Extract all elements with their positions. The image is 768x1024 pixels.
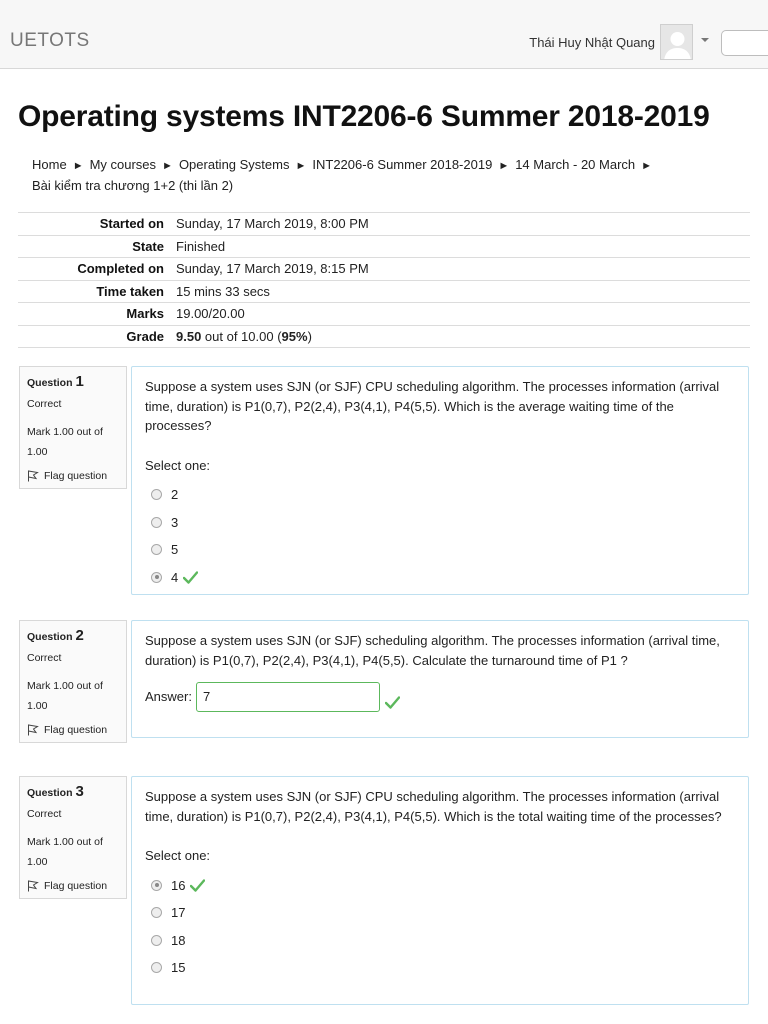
- summary-row-completed: [18, 258, 750, 281]
- radio-button[interactable]: [151, 544, 162, 555]
- breadcrumb-week[interactable]: 14 March - 20 March: [515, 157, 636, 172]
- option-label: 3: [171, 514, 179, 530]
- top-navbar: [0, 0, 768, 69]
- radio-button[interactable]: [151, 489, 162, 500]
- correct-check-icon: [385, 696, 400, 709]
- summary-label: Grade: [18, 325, 170, 348]
- option-label: 15: [171, 960, 186, 975]
- question-info-3: [19, 776, 127, 899]
- summary-value: Sunday, 17 March 2019, 8:15 PM: [170, 258, 750, 281]
- summary-value: 15 mins 33 secs: [170, 280, 750, 303]
- question-text: Suppose a system uses SJN (or SJF) scheduling algorithm. The processes information (arrival time, duration) is P1(0,7), P2(2,4), P3(4,1), P4(5,5). Calculate the turnaround time of P1 ?: [145, 633, 720, 668]
- question-text: Suppose a system uses SJN (or SJF) CPU scheduling algorithm. The processes information (arrival time, duration) is P1(0,7), P2(2,4), P3(4,1), P4(5,5). Which is the average waiting time of the processes?: [145, 379, 720, 433]
- question-content-3: [131, 776, 749, 1005]
- question-label: Question: [27, 787, 73, 799]
- summary-row-state: [18, 235, 750, 258]
- radio-button[interactable]: [151, 935, 162, 946]
- question-number: [27, 627, 119, 644]
- question-num: 2: [75, 627, 84, 644]
- question-info-1: [19, 366, 127, 489]
- flag-label: Flag question: [44, 724, 108, 736]
- site-brand[interactable]: UETOTS: [10, 30, 90, 51]
- question-state: Correct: [27, 398, 62, 410]
- question-info-2: [19, 620, 127, 743]
- answer-option-selected[interactable]: [145, 872, 735, 900]
- question-number: [27, 783, 119, 800]
- page-title: Operating systems INT2206-6 Summer 2018-2019: [18, 100, 710, 133]
- breadcrumb-separator: ►: [72, 160, 84, 172]
- answer-label: Answer:: [145, 689, 192, 705]
- answer-option[interactable]: [145, 927, 735, 955]
- breadcrumb-separator: ►: [641, 160, 653, 172]
- question-content-2: [131, 620, 749, 738]
- flag-icon: [27, 724, 39, 736]
- question-number: [27, 373, 119, 390]
- question-mark: Mark 1.00 out of 1.00: [27, 426, 103, 458]
- option-label: 5: [171, 542, 179, 557]
- radio-button[interactable]: [151, 907, 162, 918]
- grade-score: 9.50: [176, 328, 202, 344]
- question-state: Correct: [27, 808, 62, 820]
- flag-label: Flag question: [44, 880, 108, 892]
- summary-value: Sunday, 17 March 2019, 8:00 PM: [170, 213, 750, 236]
- radio-button[interactable]: [151, 517, 162, 528]
- summary-label: Marks: [18, 303, 170, 326]
- option-label: 17: [171, 905, 186, 920]
- flag-label: Flag question: [44, 470, 108, 482]
- nav-toggle-button[interactable]: [721, 30, 768, 56]
- radio-button-selected[interactable]: [151, 572, 162, 583]
- answer-input[interactable]: 7: [196, 682, 380, 712]
- correct-check-icon: [190, 879, 205, 892]
- summary-value: [170, 325, 750, 348]
- radio-button-selected[interactable]: [151, 880, 162, 891]
- breadcrumb-my-courses[interactable]: My courses: [89, 157, 157, 172]
- breadcrumb-home[interactable]: Home: [32, 157, 67, 172]
- breadcrumb-operating-systems[interactable]: Operating Systems: [178, 157, 290, 172]
- question-mark: Mark 1.00 out of 1.00: [27, 836, 103, 868]
- option-label: 18: [171, 932, 186, 948]
- question-num: 3: [75, 783, 84, 800]
- user-avatar-icon: [661, 25, 693, 60]
- option-label: 4: [171, 569, 179, 585]
- breadcrumb-separator: ►: [295, 160, 307, 172]
- user-menu-caret-icon[interactable]: [701, 38, 709, 42]
- answer-option[interactable]: [145, 509, 735, 537]
- question-text: Suppose a system uses SJN (or SJF) CPU scheduling algorithm. The processes information (arrival time, duration) is P1(0,7), P2(2,4), P3(4,1), P4(5,5). Which is the total waiting time of the processes?: [145, 789, 722, 824]
- summary-label: Time taken: [18, 280, 170, 303]
- summary-label: Completed on: [18, 258, 170, 281]
- breadcrumb-separator: ►: [498, 160, 510, 172]
- answer-option[interactable]: [145, 954, 735, 982]
- flag-question-link[interactable]: [27, 880, 119, 892]
- answer-option[interactable]: [145, 481, 735, 509]
- summary-row-marks: [18, 303, 750, 326]
- attempt-summary-table: [18, 212, 750, 348]
- breadcrumb-quiz[interactable]: Bài kiểm tra chương 1+2 (thi lần 2): [32, 178, 234, 193]
- option-label: 2: [171, 487, 179, 502]
- grade-middle: out of 10.00 (: [201, 328, 282, 344]
- avatar[interactable]: [660, 24, 693, 60]
- breadcrumb: [32, 155, 732, 196]
- question-label: Question: [27, 631, 73, 643]
- question-num: 1: [75, 373, 84, 390]
- flag-question-link[interactable]: [27, 470, 119, 482]
- select-prompt: Select one:: [145, 848, 211, 863]
- flag-question-link[interactable]: [27, 724, 119, 736]
- question-label: Question: [27, 377, 73, 389]
- summary-row-time-taken: [18, 280, 750, 303]
- summary-row-started: [18, 213, 750, 236]
- summary-row-grade: [18, 325, 750, 348]
- flag-icon: [27, 880, 39, 892]
- summary-label: Started on: [18, 213, 170, 236]
- radio-button[interactable]: [151, 962, 162, 973]
- question-mark: Mark 1.00 out of 1.00: [27, 680, 103, 712]
- breadcrumb-course[interactable]: INT2206-6 Summer 2018-2019: [312, 157, 493, 172]
- summary-label: State: [18, 235, 170, 258]
- select-prompt: Select one:: [145, 457, 211, 473]
- option-label: 16: [171, 877, 186, 893]
- answer-option-selected[interactable]: [145, 564, 735, 592]
- answer-option[interactable]: [145, 899, 735, 927]
- breadcrumb-separator: ►: [162, 160, 173, 172]
- grade-percent: 95%: [281, 328, 308, 344]
- answer-option[interactable]: [145, 536, 735, 564]
- summary-value: Finished: [170, 235, 750, 258]
- question-content-1: [131, 366, 749, 595]
- question-state: Correct: [27, 652, 62, 664]
- grade-end: ): [307, 328, 312, 344]
- user-name[interactable]: Thái Huy Nhật Quang: [529, 35, 655, 50]
- correct-check-icon: [183, 571, 198, 584]
- summary-value: 19.00/20.00: [170, 303, 750, 326]
- flag-icon: [27, 470, 39, 482]
- answer-row: [145, 682, 735, 712]
